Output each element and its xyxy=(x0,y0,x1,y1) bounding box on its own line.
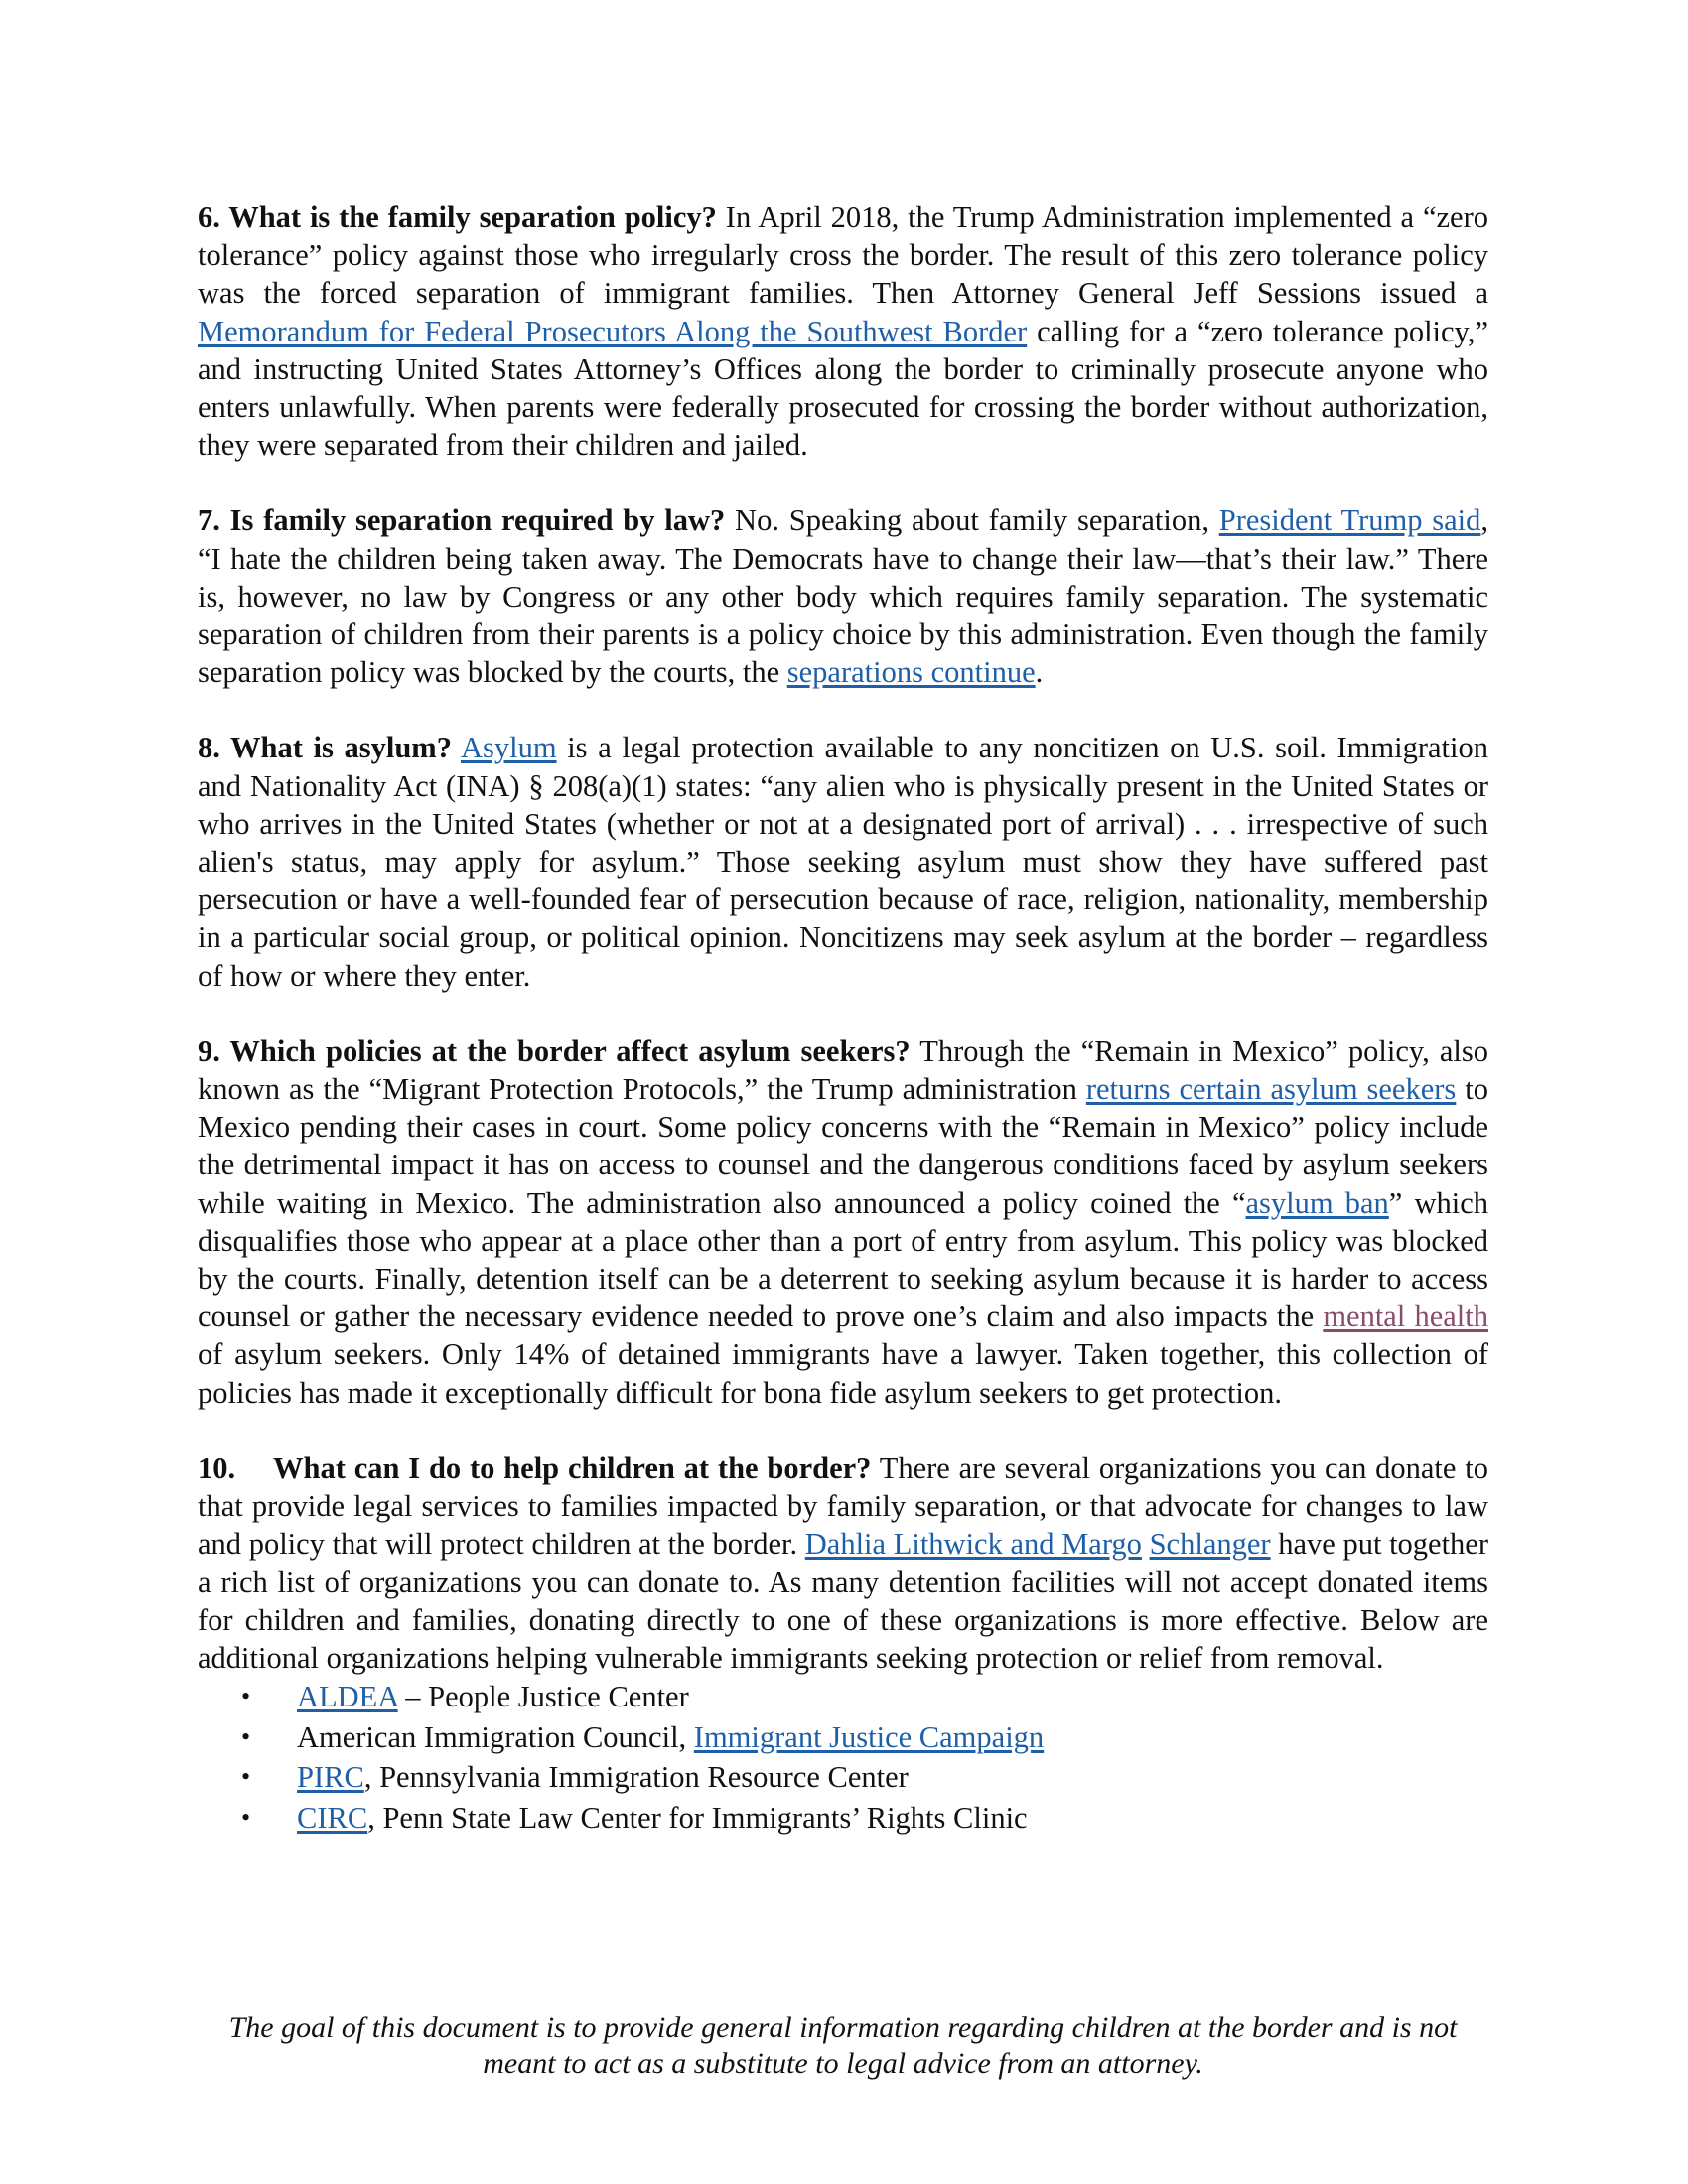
link-pirc[interactable]: PIRC xyxy=(297,1760,364,1795)
bullet-icon: • xyxy=(241,1762,251,1792)
link-sessions-memorandum[interactable]: Memorandum for Federal Prosecutors Along the Southwest Border xyxy=(198,314,1028,348)
list-item: • American Immigration Council, Immigrant Justice Campaign xyxy=(198,1717,1488,1758)
organization-list xyxy=(198,1677,1488,1838)
faq-item-8: 8. What is asylum? Asylum is a legal protection available to any noncitizen on U.S. soil. Immigration and Nationality Act (INA) § 208(a)(1) states: “any alien who is physically present in the United States or who arrives in the United States (whether or not at a designated port of arrival) . . . irrespective of such alien's status, may apply for asylum.” Those seeking asylum must show they have suffered past persecution or have a well-founded fear of persecution because of race, religion, nationality, membership in a particular social group, or political opinion. Noncitizens may seek asylum at the border – regardless of how or where they enter. xyxy=(198,731,1488,993)
faq-item-9: 9. Which policies at the border affect asylum seekers? Through the “Remain in Mexico” policy, also known as the “Migrant Protection Protocols,” the Trump administration returns certain asylum seekers to Mexico pending their cases in court. Some policy concerns with the “Remain in Mexico” policy include the detrimental impact it has on access to counsel and the dangerous conditions faced by asylum seekers while waiting in Mexico. The administration also announced a policy coined the “asylum ban” which disqualifies those who appear at a place other than a port of entry from asylum. This policy was blocked by the courts. Finally, detention itself can be a deterrent to seeking asylum because it is harder to access counsel or gather the necessary evidence needed to prove one’s claim and also impacts the mental health of asylum seekers. Only 14% of detained immigrants have a lawyer. Taken together, this collection of policies has made it exceptionally difficult for bona fide asylum seekers to get protection. xyxy=(198,1033,1489,1410)
question-10-number: 10. xyxy=(198,1450,236,1485)
link-lithwick-margo[interactable]: Dahlia Lithwick and Margo xyxy=(804,1527,1142,1562)
disclaimer-footer xyxy=(198,2010,1488,2082)
faq-item-10: 10. What can I do to help children at the border? There are several organizations you can donate to that provide legal services to families impacted by family separation, or that advocate for changes to law and policy that will protect children at the border. Dahlia Lithwick and Margo Schlanger have put together a rich list of organizations you can donate to. As many detention facilities will not accept donated items for children and families, donating directly to one of these organizations is more effective. Below are additional organizations helping vulnerable immigrants seeking protection or relief from removal. xyxy=(198,1450,1488,1675)
link-asylum[interactable]: Asylum xyxy=(460,731,557,765)
list-item: • ALDEA – People Justice Center xyxy=(198,1677,1488,1717)
bullet-icon: • xyxy=(241,1721,251,1751)
link-asylum-ban[interactable]: asylum ban xyxy=(1245,1185,1389,1220)
question-6: 6. What is the family separation policy? xyxy=(198,201,717,234)
link-schlanger[interactable]: Schlanger xyxy=(1149,1527,1271,1562)
bullet-icon: • xyxy=(241,1802,251,1832)
disclaimer-line-2: meant to act as a substitute to legal advice from an attorney. xyxy=(483,2047,1203,2080)
link-aldea[interactable]: ALDEA xyxy=(297,1680,398,1714)
link-returns-asylum-seekers[interactable]: returns certain asylum seekers xyxy=(1085,1072,1457,1107)
bullet-icon: • xyxy=(241,1682,251,1711)
question-7: 7. Is family separation required by law? xyxy=(198,503,726,538)
faq-item-6: 6. What is the family separation policy? In April 2018, the Trump Administration implemented a “zero tolerance” policy against those who irregularly cross the border. The result of this zero tolerance policy was the forced separation of immigrant families. Then Attorney General Jeff Sessions issued a Memorandum for Federal Prosecutors Along the Southwest Border calling for a “zero tolerance policy,” and instructing United States Attorney’s Offices along the border to criminally prosecute anyone who enters unlawfully. When parents were federally prosecuted for crossing the border without authorization, they were separated from their children and jailed. xyxy=(198,201,1488,463)
faq-item-7: 7. Is family separation required by law? No. Speaking about family separation, President Trump said, “I hate the children being taken away. The Democrats have to change their law—that’s their law.” There is, however, no law by Congress or any other body which requires family separation. The systematic separation of children from their parents is a policy choice by this administration. Even though the family separation policy was blocked by the courts, the separations continue. xyxy=(198,503,1488,690)
link-mental-health[interactable]: mental health xyxy=(1323,1299,1488,1334)
list-item: • CIRC, Penn State Law Center for Immigrants’ Rights Clinic xyxy=(198,1798,1488,1839)
question-8: 8. What is asylum? xyxy=(198,731,452,765)
disclaimer-line-1: The goal of this document is to provide general information regarding children at the border and is not xyxy=(228,2011,1458,2044)
list-item: • PIRC, Pennsylvania Immigration Resource Center xyxy=(198,1757,1488,1798)
link-president-trump-said[interactable]: President Trump said xyxy=(1218,503,1481,538)
question-9: 9. Which policies at the border affect asylum seekers? xyxy=(198,1033,911,1068)
link-immigrant-justice-campaign[interactable]: Immigrant Justice Campaign xyxy=(693,1719,1045,1754)
question-10: What can I do to help children at the border? xyxy=(273,1450,872,1485)
link-circ[interactable]: CIRC xyxy=(297,1800,368,1835)
document-body xyxy=(198,199,1488,1838)
link-separations-continue[interactable]: separations continue xyxy=(786,655,1036,690)
